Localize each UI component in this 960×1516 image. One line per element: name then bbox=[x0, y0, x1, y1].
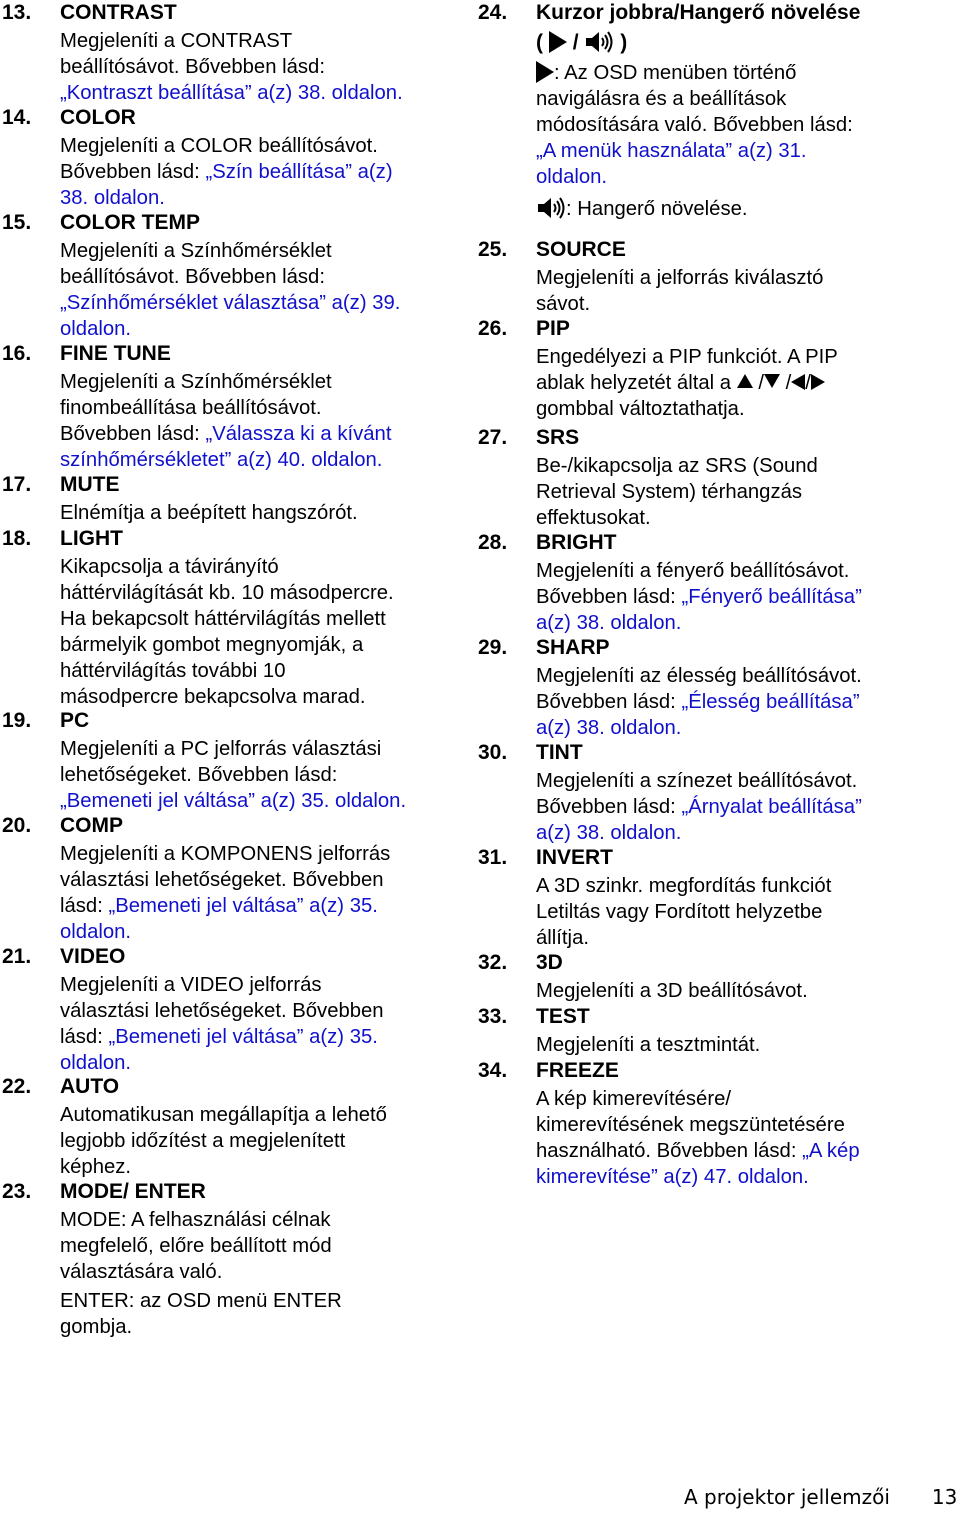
page-number: 13 bbox=[931, 1485, 958, 1509]
list-item-32 bbox=[476, 950, 808, 1004]
page-link[interactable]: „A menük használata” a(z) 31. bbox=[536, 140, 807, 162]
item-description: Megjeleníti a PC jelforrás választási lehetőségeket. Bővebben lásd: „Bemeneti jel váltása” a(z) 35. oldalon. bbox=[60, 738, 407, 812]
list-item-16 bbox=[0, 341, 391, 473]
item-description: MODE: A felhasználási célnak megfelelő, előre beállított mód választására való. ENTER: az OSD menü ENTER gombja. bbox=[60, 1209, 342, 1338]
item-number: 30. bbox=[478, 741, 508, 764]
item-title: SRS bbox=[536, 426, 580, 449]
list-item-24 bbox=[476, 0, 860, 222]
item-title: CONTRAST bbox=[60, 1, 177, 24]
item-title: INVERT bbox=[536, 846, 614, 869]
item-title: PIP bbox=[536, 317, 570, 340]
item-description: Megjeleníti a COLOR beállítósávot. Bővebben lásd: „Szín beállítása” a(z) 38. oldalon. bbox=[60, 135, 393, 209]
item-number: 25. bbox=[478, 238, 508, 261]
item-description: Megjeleníti a tesztmintát. bbox=[536, 1034, 761, 1056]
page-link[interactable]: a(z) 38. oldalon. bbox=[536, 717, 682, 739]
page-link[interactable]: oldalon. bbox=[536, 166, 608, 188]
list-item-15 bbox=[0, 210, 400, 342]
item-title: COLOR bbox=[60, 106, 136, 129]
page-link[interactable]: oldalon. bbox=[60, 921, 132, 943]
item-title: BRIGHT bbox=[536, 531, 617, 554]
item-title: AUTO bbox=[60, 1075, 120, 1098]
item-description: Megjeleníti a KOMPONENS jelforrás választási lehetőségeket. Bővebben lásd: „Bemeneti jel váltása” a(z) 35. oldalon. bbox=[60, 843, 391, 943]
item-title: VIDEO bbox=[60, 945, 126, 968]
page-link[interactable]: „Kontraszt beállítása” a(z) 38. oldalon. bbox=[60, 82, 403, 104]
item-number: 33. bbox=[478, 1005, 508, 1028]
list-item-27 bbox=[476, 425, 818, 531]
list-item-19 bbox=[0, 708, 406, 814]
page-link[interactable]: színhőmérsékletet” a(z) 40. oldalon. bbox=[60, 449, 383, 471]
item-description: Megjeleníti a színezet beállítósávot. Bővebben lásd: „Árnyalat beállítása” a(z) 38. oldalon. bbox=[536, 770, 862, 844]
page-link[interactable]: „Bemeneti jel váltása” a(z) 35. oldalon. bbox=[60, 790, 407, 812]
item-title: Kurzor jobbra/Hangerő növelése bbox=[536, 1, 861, 24]
item-title: FREEZE bbox=[536, 1059, 619, 1082]
triangle-right-icon bbox=[536, 61, 554, 83]
triangle-left-icon bbox=[791, 374, 805, 390]
page-link[interactable]: 38. oldalon. bbox=[60, 187, 165, 209]
list-item-13 bbox=[0, 0, 403, 106]
item-title: MODE/ ENTER bbox=[60, 1180, 206, 1203]
item-title: COMP bbox=[60, 814, 123, 837]
item-number: 32. bbox=[478, 951, 508, 974]
list-item-14 bbox=[0, 105, 393, 211]
item-description: ( / ) : Az OSD menüben történő navigálásra és a beállítások módosítására való. Bővebben lásd: „A menük használata” a(z) 31. oldalon. : Hangerő növelése. bbox=[536, 28, 860, 222]
list-item-25 bbox=[476, 237, 823, 317]
item-description: Automatikusan megállapítja a lehető legjobb időzítést a megjelenített képhez. bbox=[60, 1104, 387, 1178]
item-number: 23. bbox=[2, 1180, 32, 1203]
item-number: 34. bbox=[478, 1059, 508, 1082]
list-item-33 bbox=[476, 1004, 760, 1058]
page-link[interactable]: „Fényerő beállítása” bbox=[681, 586, 862, 608]
page-link[interactable]: „Bemeneti jel váltása” a(z) 35. bbox=[108, 1026, 378, 1048]
list-item-17 bbox=[0, 472, 358, 526]
list-item-20 bbox=[0, 813, 390, 945]
list-item-34 bbox=[476, 1058, 860, 1190]
volume-up-icon bbox=[536, 197, 566, 219]
item-description: Megjeleníti a 3D beállítósávot. bbox=[536, 980, 808, 1002]
page-link[interactable]: „Bemeneti jel váltása” a(z) 35. bbox=[108, 895, 378, 917]
list-item-18 bbox=[0, 526, 394, 710]
item-description: A 3D szinkr. megfordítás funkciót Letiltás vagy Fordított helyzetbe állítja. bbox=[536, 875, 832, 949]
item-number: 19. bbox=[2, 709, 32, 732]
item-number: 26. bbox=[478, 317, 508, 340]
list-item-31 bbox=[476, 845, 831, 951]
item-number: 24. bbox=[478, 1, 508, 24]
page-footer bbox=[684, 1484, 957, 1510]
item-number: 17. bbox=[2, 473, 32, 496]
page-link[interactable]: „Válassza ki a kívánt bbox=[205, 423, 392, 445]
item-description: Megjeleníti a CONTRAST beállítósávot. Bővebben lásd: „Kontraszt beállítása” a(z) 38. oldalon. bbox=[60, 30, 403, 104]
page-link[interactable]: a(z) 38. oldalon. bbox=[536, 612, 682, 634]
page-link[interactable]: a(z) 38. oldalon. bbox=[536, 822, 682, 844]
triangle-down-icon bbox=[764, 374, 780, 388]
triangle-right-icon bbox=[811, 374, 825, 390]
item-title: SOURCE bbox=[536, 238, 626, 261]
item-title: PC bbox=[60, 709, 90, 732]
item-number: 22. bbox=[2, 1075, 32, 1098]
item-description: Megjeleníti a VIDEO jelforrás választási lehetőségeket. Bővebben lásd: „Bemeneti jel váltása” a(z) 35. oldalon. bbox=[60, 974, 384, 1074]
item-number: 31. bbox=[478, 846, 508, 869]
item-number: 13. bbox=[2, 1, 32, 24]
item-number: 21. bbox=[2, 945, 32, 968]
page-link[interactable]: „Szín beállítása” a(z) bbox=[205, 161, 393, 183]
item-title: 3D bbox=[536, 951, 563, 974]
list-item-26 bbox=[476, 316, 838, 422]
item-number: 18. bbox=[2, 527, 32, 550]
item-description: Elnémítja a beépített hangszórót. bbox=[60, 502, 358, 524]
page-link[interactable]: „Élesség beállítása” bbox=[681, 691, 860, 713]
item-number: 29. bbox=[478, 636, 508, 659]
item-description: Megjeleníti a fényerő beállítósávot. Bővebben lásd: „Fényerő beállítása” a(z) 38. oldalon. bbox=[536, 560, 862, 634]
list-item-23 bbox=[0, 1179, 342, 1340]
list-item-30 bbox=[476, 740, 862, 846]
page-link[interactable]: oldalon. bbox=[60, 318, 132, 340]
item-title: COLOR TEMP bbox=[60, 211, 200, 234]
item-description: A kép kimerevítésére/ kimerevítésének megszüntetésére használható. Bővebben lásd: „A kép kimerevítése” a(z) 47. oldalon. bbox=[536, 1088, 860, 1188]
volume-up-icon bbox=[584, 31, 614, 53]
page-link[interactable]: oldalon. bbox=[60, 1052, 132, 1074]
triangle-right-icon bbox=[549, 31, 567, 53]
page-link[interactable]: „Színhőmérséklet választása” a(z) 39. bbox=[60, 292, 401, 314]
item-number: 16. bbox=[2, 342, 32, 365]
item-number: 28. bbox=[478, 531, 508, 554]
page-link[interactable]: „Árnyalat beállítása” bbox=[681, 796, 862, 818]
item-description: Megjeleníti a Színhőmérséklet finombeállítása beállítósávot. Bővebben lásd: „Válassza ki a kívánt színhőmérsékletet” a(z) 40. oldalon. bbox=[60, 371, 392, 471]
item-title: TINT bbox=[536, 741, 583, 764]
item-description: Kikapcsolja a távirányító háttérvilágítását kb. 10 másodpercre. Ha bekapcsolt háttérvilágítás mellett bármelyik gombot megnyomják, a háttérvilágítás további 10 másodpercre bekapcsolva marad. bbox=[60, 556, 394, 708]
item-description: Megjeleníti az élesség beállítósávot. Bővebben lásd: „Élesség beállítása” a(z) 38. oldalon. bbox=[536, 665, 862, 739]
item-title: LIGHT bbox=[60, 527, 123, 550]
item-description: Engedélyezi a PIP funkciót. A PIP ablak helyzetét által a / / / gombbal változtathatja. bbox=[536, 346, 838, 420]
item-number: 14. bbox=[2, 106, 32, 129]
list-item-29 bbox=[476, 635, 862, 741]
item-title: MUTE bbox=[60, 473, 120, 496]
triangle-up-icon bbox=[737, 374, 753, 388]
item-title: FINE TUNE bbox=[60, 342, 171, 365]
item-description: Megjeleníti a jelforrás kiválasztó sávot. bbox=[536, 267, 824, 315]
list-item-22 bbox=[0, 1074, 387, 1180]
footer-section-title: A projektor jellemzői bbox=[684, 1485, 890, 1509]
item-title: TEST bbox=[536, 1005, 590, 1028]
list-item-21 bbox=[0, 944, 384, 1076]
item-title: SHARP bbox=[536, 636, 610, 659]
item-description: Be-/kikapcsolja az SRS (Sound Retrieval System) térhangzás effektusokat. bbox=[536, 455, 818, 529]
item-number: 27. bbox=[478, 426, 508, 449]
page-link[interactable]: kimerevítése” a(z) 47. oldalon. bbox=[536, 1166, 809, 1188]
item-description: Megjeleníti a Színhőmérséklet beállítósávot. Bővebben lásd: „Színhőmérséklet választása” a(z) 39. oldalon. bbox=[60, 240, 401, 340]
page-link[interactable]: „A kép bbox=[802, 1140, 860, 1162]
list-item-28 bbox=[476, 530, 862, 636]
item-number: 15. bbox=[2, 211, 32, 234]
item-number: 20. bbox=[2, 814, 32, 837]
